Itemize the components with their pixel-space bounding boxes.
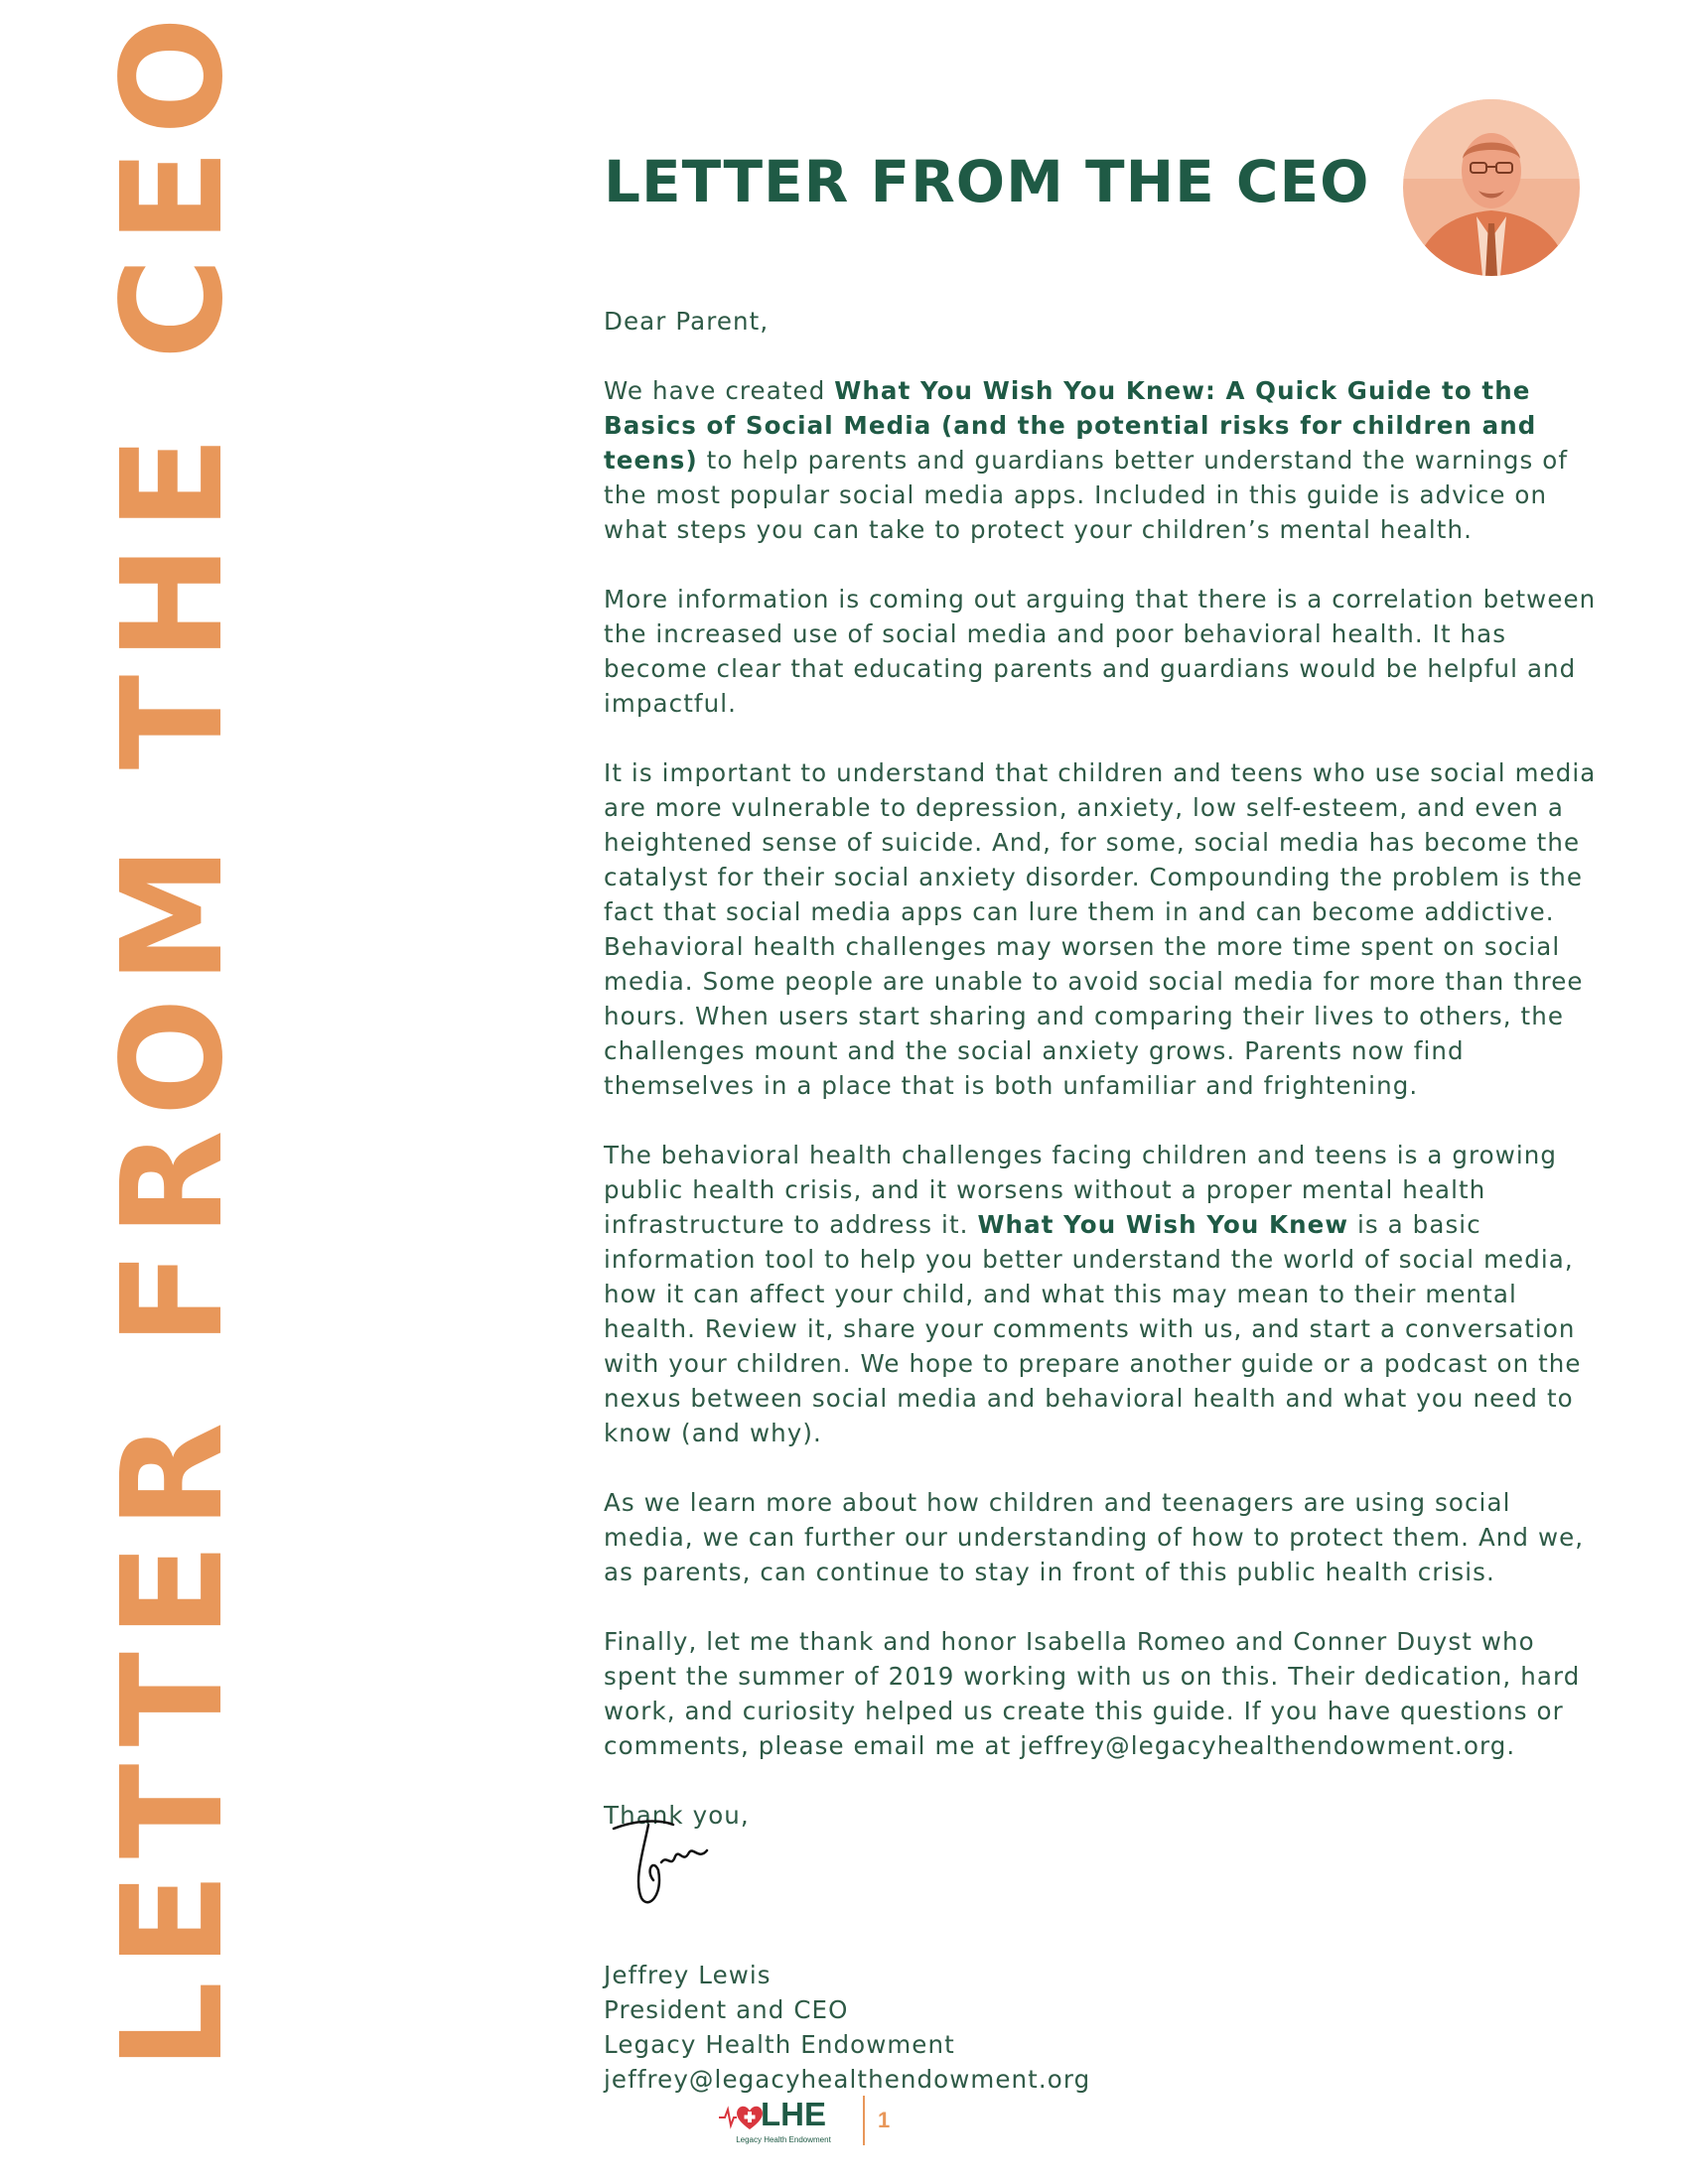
page-number: 1 [878, 2108, 891, 2132]
guide-title: What You Wish You Knew: A Quick Guide to the Basics of Social Media (and the potential risks for children and teens) [604, 376, 1537, 475]
lhe-heart-logo-icon [719, 2098, 763, 2137]
signer-name: Jeffrey Lewis [604, 1961, 772, 1989]
logo-subtitle: Legacy Health Endowment [736, 2135, 831, 2144]
greeting: Dear Parent, [604, 307, 770, 336]
signer-org: Legacy Health Endowment [604, 2030, 955, 2059]
side-title: LETTER FROM THE CEO [92, 2, 254, 2070]
paragraph-thanks: Finally, let me thank and honor Isabella Romeo and Conner Duyst who spent the summer of 2019 working with us on this. Their dedication, hard work, and curiosity helped us create this guide. If you have questions or comments, please email me at jeffrey@legacyhealthendowment.org. [604, 1627, 1581, 1760]
paragraph-crisis: The behavioral health challenges facing children and teens is a growing public health crisis, and it worsens without a proper mental health infrastructure to address it. What You Wish You Knew is a basic information tool to help you better understand the world of social media, how it can affect your child, and what this may mean to their mental health. Review it, share your comments with us, and start a conversation with your children. We hope to prepare another guide or a podcast on the nexus between social media and behavioral health and what you need to know (and why). [604, 1141, 1582, 1447]
paragraph-risks: It is important to understand that children and teens who use social media are more vulnerable to depression, anxiety, low self-esteem, and even a heightened sense of suicide. And, for some, social media has become the catalyst for their social anxiety disorder. Compounding the problem is the fact that social media apps can lure them in and can become addictive. Behavioral health challenges may worsen the more time spent on social media. Some people are unable to avoid social media for more than three hours. When users start sharing and comparing their lives to others, the challenges mount and the social anxiety grows. Parents now find themselves in a place that is both unfamiliar and frightening. [604, 758, 1597, 1100]
letter-body [604, 304, 1597, 2097]
ceo-portrait-photo [1403, 99, 1580, 276]
closing: Thank you, [604, 1801, 750, 1830]
logo-text: LHE [761, 2096, 826, 2132]
paragraph-intro: We have created What You Wish You Knew: A Quick Guide to the Basics of Social Media (and the potential risks for children and teens) to help parents and guardians better understand the warnings of the most popular social media apps. Included in this guide is advice on what steps you can take to protect your children’s mental health. [604, 376, 1569, 544]
paragraph-correlation: More information is coming out arguing that there is a correlation between the increased use of social media and poor behavioral health. It has become clear that educating parents and guardians would be helpful and impactful. [604, 585, 1597, 718]
paragraph-learning: As we learn more about how children and teenagers are using social media, we can further our understanding of how to protect them. And we, as parents, can continue to stay in front of this public health crisis. [604, 1488, 1585, 1586]
signer-email[interactable]: jeffrey@legacyhealthendowment.org [604, 2065, 1091, 2094]
page-title: LETTER FROM THE CEO [604, 148, 1370, 215]
guide-name: What You Wish You Knew [977, 1210, 1349, 1239]
signer-role: President and CEO [604, 1995, 849, 2024]
footer-divider [863, 2096, 865, 2145]
footer [719, 2096, 947, 2145]
